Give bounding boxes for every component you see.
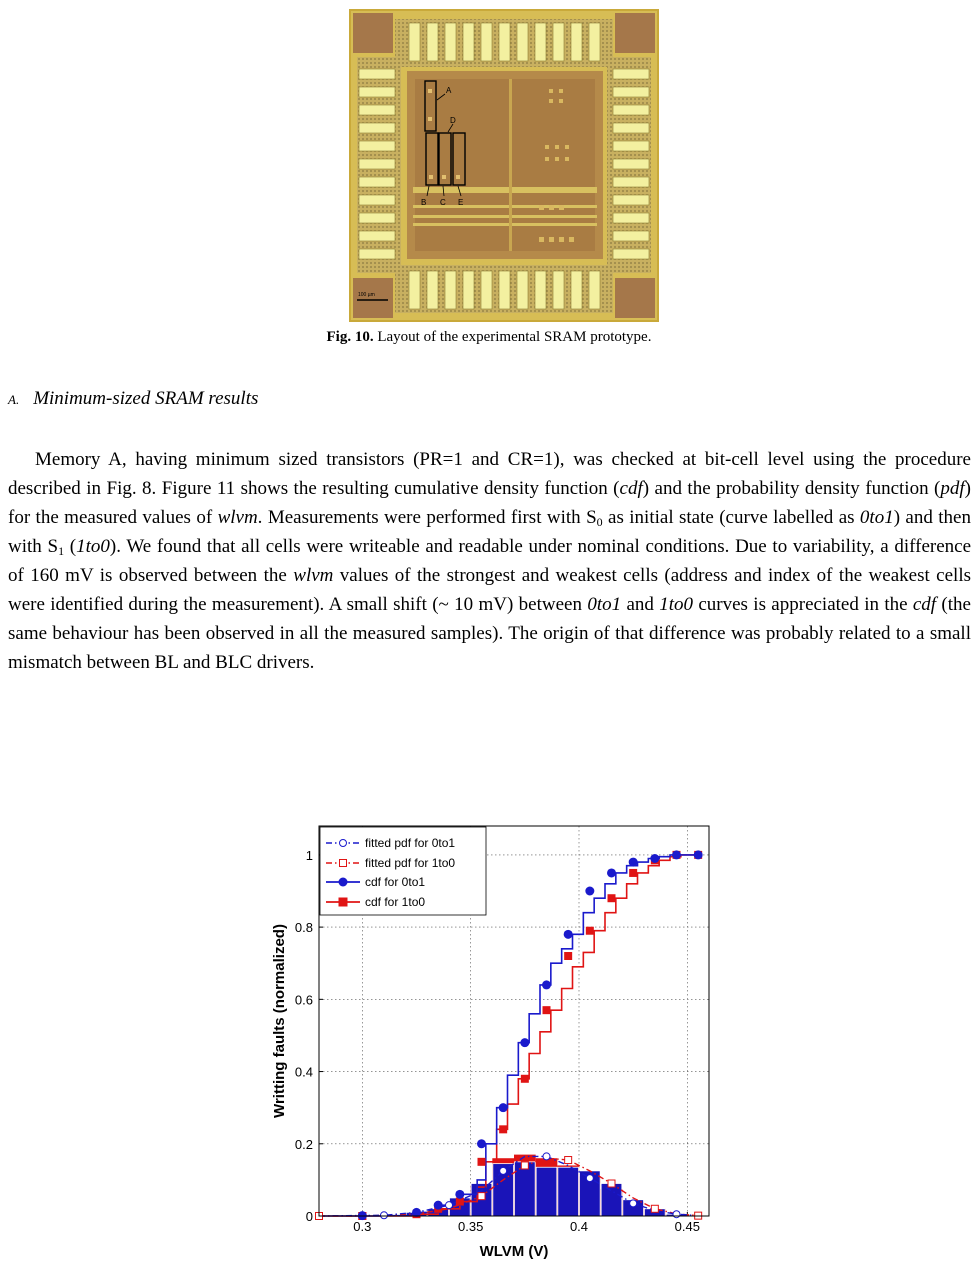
x-tick-label: 0.4: [569, 1219, 589, 1234]
chart-legend: [320, 827, 486, 915]
text-run: ) for the measured values of: [8, 478, 971, 528]
legend-label-cdf-1to0: cdf for 1to0: [365, 895, 426, 909]
caption-text: Layout of the experimental SRAM prototype.: [377, 329, 652, 345]
subscript: 0: [596, 515, 603, 529]
bar-0to1: [558, 1167, 579, 1216]
cdf-0to1-marker: [694, 850, 703, 859]
term-1to0: 1to0: [76, 536, 110, 557]
marker-a: A: [446, 86, 452, 95]
figure-caption: [0, 329, 978, 346]
fitted-pdf-1to0-marker: [521, 1162, 528, 1169]
term-cdf: cdf: [912, 594, 937, 615]
marker-e: E: [458, 198, 464, 207]
cdf-0to1-marker: [564, 930, 573, 939]
x-tick-label: 0.45: [674, 1219, 700, 1234]
body-paragraph: [8, 445, 971, 677]
cdf-0to1-marker: [607, 868, 616, 877]
caption-label: Fig. 10.: [326, 329, 374, 345]
cdf-0to1-marker: [520, 1038, 529, 1047]
x-tick-label: 0.35: [458, 1219, 484, 1234]
cdf-0to1-marker: [672, 850, 681, 859]
marker-d: D: [450, 116, 456, 125]
marker-c: C: [440, 198, 446, 207]
fitted-pdf-1to0-marker: [651, 1205, 658, 1212]
fitted-pdf-0to1-marker: [446, 1202, 453, 1209]
term-wlvm: wlvm: [217, 507, 258, 528]
text-run: ) and then with S: [8, 507, 971, 557]
fitted-pdf-0to1-marker: [543, 1153, 550, 1160]
fitted-pdf-0to1-marker: [586, 1175, 593, 1182]
text-run: ) and the probability density function (: [642, 478, 941, 499]
cdf-1to0-marker: [521, 1075, 529, 1083]
cdf-0to1-marker: [499, 1103, 508, 1112]
fitted-pdf-1to0-marker: [478, 1193, 485, 1200]
scale-bar-label: 100 µm: [358, 292, 375, 298]
cdf-0to1-marker: [455, 1190, 464, 1199]
text-run: and: [621, 594, 660, 615]
fitted-pdf-0to1-marker: [630, 1200, 637, 1207]
x-tick-label: 0.3: [353, 1219, 372, 1234]
legend-marker-cdf-0to1: [339, 878, 348, 887]
y-tick-label: 0.4: [294, 1064, 313, 1080]
y-tick-label: 1: [305, 847, 313, 863]
y-tick-label: 0.8: [294, 920, 313, 936]
marker-b: B: [421, 198, 427, 207]
cdf-0to1-marker: [542, 980, 551, 989]
text-run: Memory A, having minimum sized transistors (PR=1 and CR=1), was checked at bit-cell level using the procedure described in Fig. 8. Figure 11 shows the resulting cumulative density function (: [8, 449, 971, 499]
text-run: values of the strongest and weakest cells (address and index of the weakest cells were identified during the measurement). A small shift (~ 10 mV) between: [8, 565, 971, 615]
x-axis-label: WLVM (V): [479, 1243, 549, 1260]
fitted-pdf-0to1-marker: [673, 1211, 680, 1218]
legend-marker-fitted-0to1: [340, 840, 347, 847]
term-wlvm: wlvm: [293, 565, 334, 586]
fitted-pdf-0to1-marker: [500, 1167, 507, 1174]
legend-marker-cdf-1to0: [339, 898, 348, 907]
cdf-0to1-marker: [434, 1201, 443, 1210]
cdf-1to0-marker: [586, 927, 594, 935]
legend-label-fitted-1to0: fitted pdf for 1to0: [365, 856, 456, 870]
cdf-0to1-marker: [585, 887, 594, 896]
section-letter: A.: [8, 392, 20, 407]
term-pdf: pdf: [940, 478, 965, 499]
cdf-1to0-marker: [564, 952, 572, 960]
bar-0to1: [536, 1167, 557, 1216]
fitted-pdf-1to0-marker: [565, 1157, 572, 1164]
fitted-pdf-0to1-marker: [381, 1212, 388, 1219]
text-run: curves is appreciated in the: [693, 594, 913, 615]
cdf-0to1-marker: [629, 858, 638, 867]
cdf-0to1-marker: [650, 854, 659, 863]
term-cdf: cdf: [619, 478, 643, 499]
fitted-pdf-1to0-marker: [608, 1180, 615, 1187]
cdf-1to0-marker: [608, 894, 616, 902]
bar-0to1: [515, 1162, 536, 1216]
y-tick-label: 0: [305, 1209, 313, 1224]
cdf-1to0-marker: [629, 869, 637, 877]
cdf-1to0-marker: [478, 1158, 486, 1166]
section-title: Minimum-sized SRAM results: [33, 388, 259, 409]
subscript: 1: [58, 544, 65, 558]
bar-0to1: [601, 1184, 622, 1217]
term-0to1: 0to1: [587, 594, 622, 615]
term-0to1: 0to1: [859, 507, 894, 528]
cdf-1to0-marker: [543, 1006, 551, 1014]
text-run: as initial state (curve labelled as: [602, 507, 860, 528]
y-tick-label: 0.2: [294, 1136, 313, 1152]
y-tick-label: 0.6: [294, 992, 313, 1008]
cdf-1to0-marker: [499, 1125, 507, 1133]
writing-faults-chart: [262, 820, 722, 1264]
legend-marker-fitted-1to0: [340, 860, 347, 867]
legend-label-fitted-0to1: fitted pdf for 0to1: [365, 836, 456, 850]
sram-layout-image: [349, 9, 659, 322]
y-axis-label: Writting faults (normalized): [271, 924, 288, 1118]
term-1to0: 1to0: [659, 594, 694, 615]
text-run: (the same behaviour has been observed in all the measured samples). The origin of that difference was probably related to a small mismatch between BL and BLC drivers.: [8, 594, 971, 673]
section-heading: [8, 388, 258, 410]
text-run: . Measurements were performed first with S: [257, 507, 597, 528]
text-run: (: [64, 536, 77, 557]
cdf-0to1-marker: [477, 1139, 486, 1148]
legend-label-cdf-0to1: cdf for 0to1: [365, 875, 426, 889]
text-run: ). We found that all cells were writeable and readable under nominal conditions. Due to variability, a difference of 160 mV is observed between the: [8, 536, 972, 586]
